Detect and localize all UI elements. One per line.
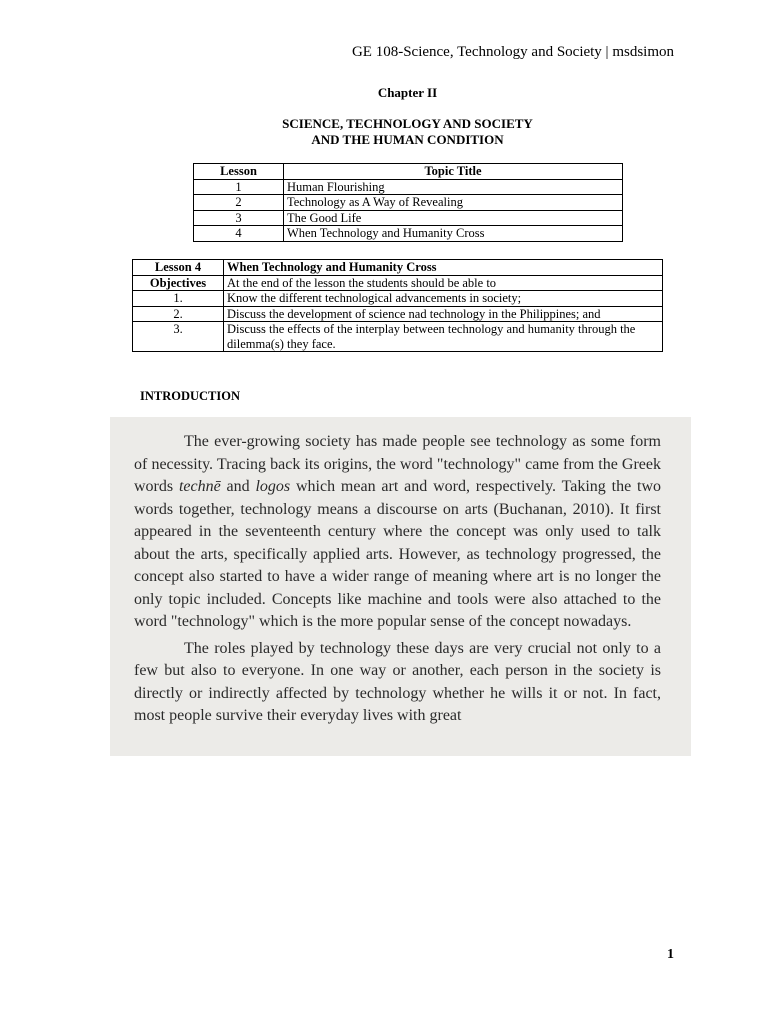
objective-num: 3. bbox=[133, 322, 224, 352]
objectives-intro: At the end of the lesson the students should be able to bbox=[224, 275, 663, 291]
title-line-1: SCIENCE, TECHNOLOGY AND SOCIETY bbox=[282, 116, 533, 131]
table-row bbox=[133, 322, 663, 352]
table-row bbox=[194, 226, 623, 242]
table-row bbox=[194, 210, 623, 226]
scan-paragraph-1 bbox=[134, 431, 661, 634]
introduction-heading: INTRODUCTION bbox=[140, 389, 241, 403]
scan-text: The ever-growing society has made people see technology as some form of necessity. Tracing back its origins, the word "technology" came from the Greek words bbox=[134, 433, 661, 495]
objective-num: 1. bbox=[133, 291, 224, 307]
table-row bbox=[133, 306, 663, 322]
table-row bbox=[194, 179, 623, 195]
lesson-topic: When Technology and Humanity Cross bbox=[284, 226, 623, 242]
page-number: 1 bbox=[667, 947, 674, 962]
scan-text: which mean art and word, respectively. Taking the two words together, technology means a discourse on arts (Buchanan, 2010). It first appeared in the seventeenth century where the concept was only used to talk about the arts, specifically applied arts. However, as technology progressed, the concept also started to have a wider range of meaning where art is no longer the only topic included. Concepts like machine and tools were also attached to the word "technology" which is the more popular sense of the concept nowadays. bbox=[134, 478, 662, 630]
table-row bbox=[133, 275, 663, 291]
title-line-2: AND THE HUMAN CONDITION bbox=[311, 132, 504, 147]
lesson-num: 2 bbox=[194, 195, 284, 211]
topic-col-header: Topic Title bbox=[284, 164, 623, 180]
lesson-num: 4 bbox=[194, 226, 284, 242]
chapter-title bbox=[0, 116, 768, 148]
page-header: GE 108-Science, Technology and Society | msdsimon bbox=[351, 44, 674, 60]
table-row bbox=[194, 195, 623, 211]
table-header-row bbox=[194, 164, 623, 180]
objective-text: Know the different technological advancements in society; bbox=[224, 291, 663, 307]
scan-italic-techne: technē bbox=[178, 478, 221, 495]
objective-text: Discuss the development of science nad technology in the Philippines; and bbox=[224, 306, 663, 322]
objective-text: Discuss the effects of the interplay between technology and humanity through the dilemma(s) they face. bbox=[224, 322, 663, 352]
objectives-label: Objectives bbox=[133, 275, 224, 291]
table-row bbox=[133, 260, 663, 276]
lesson-objectives-table bbox=[132, 259, 663, 352]
lesson-title: When Technology and Humanity Cross bbox=[224, 260, 663, 276]
objective-num: 2. bbox=[133, 306, 224, 322]
scanned-text-image bbox=[110, 417, 691, 756]
lesson-num: 3 bbox=[194, 210, 284, 226]
lesson-label: Lesson 4 bbox=[133, 260, 224, 276]
chapter-label: Chapter II bbox=[377, 85, 438, 100]
lesson-topic: Technology as A Way of Revealing bbox=[284, 195, 623, 211]
scan-paragraph-2: The roles played by technology these days are very crucial not only to a few but also to everyone. In one way or another, each person in the society is directly or indirectly affected by technology whether he wills it or not. In fact, most people survive their everyday lives with great bbox=[134, 639, 661, 724]
lesson-col-header: Lesson bbox=[194, 164, 284, 180]
scan-text: and bbox=[220, 478, 256, 495]
lesson-num: 1 bbox=[194, 179, 284, 195]
lesson-topic: The Good Life bbox=[284, 210, 623, 226]
lesson-topic: Human Flourishing bbox=[284, 179, 623, 195]
lessons-table bbox=[193, 163, 623, 242]
scan-italic-logos: logos bbox=[255, 478, 291, 495]
table-row bbox=[133, 291, 663, 307]
